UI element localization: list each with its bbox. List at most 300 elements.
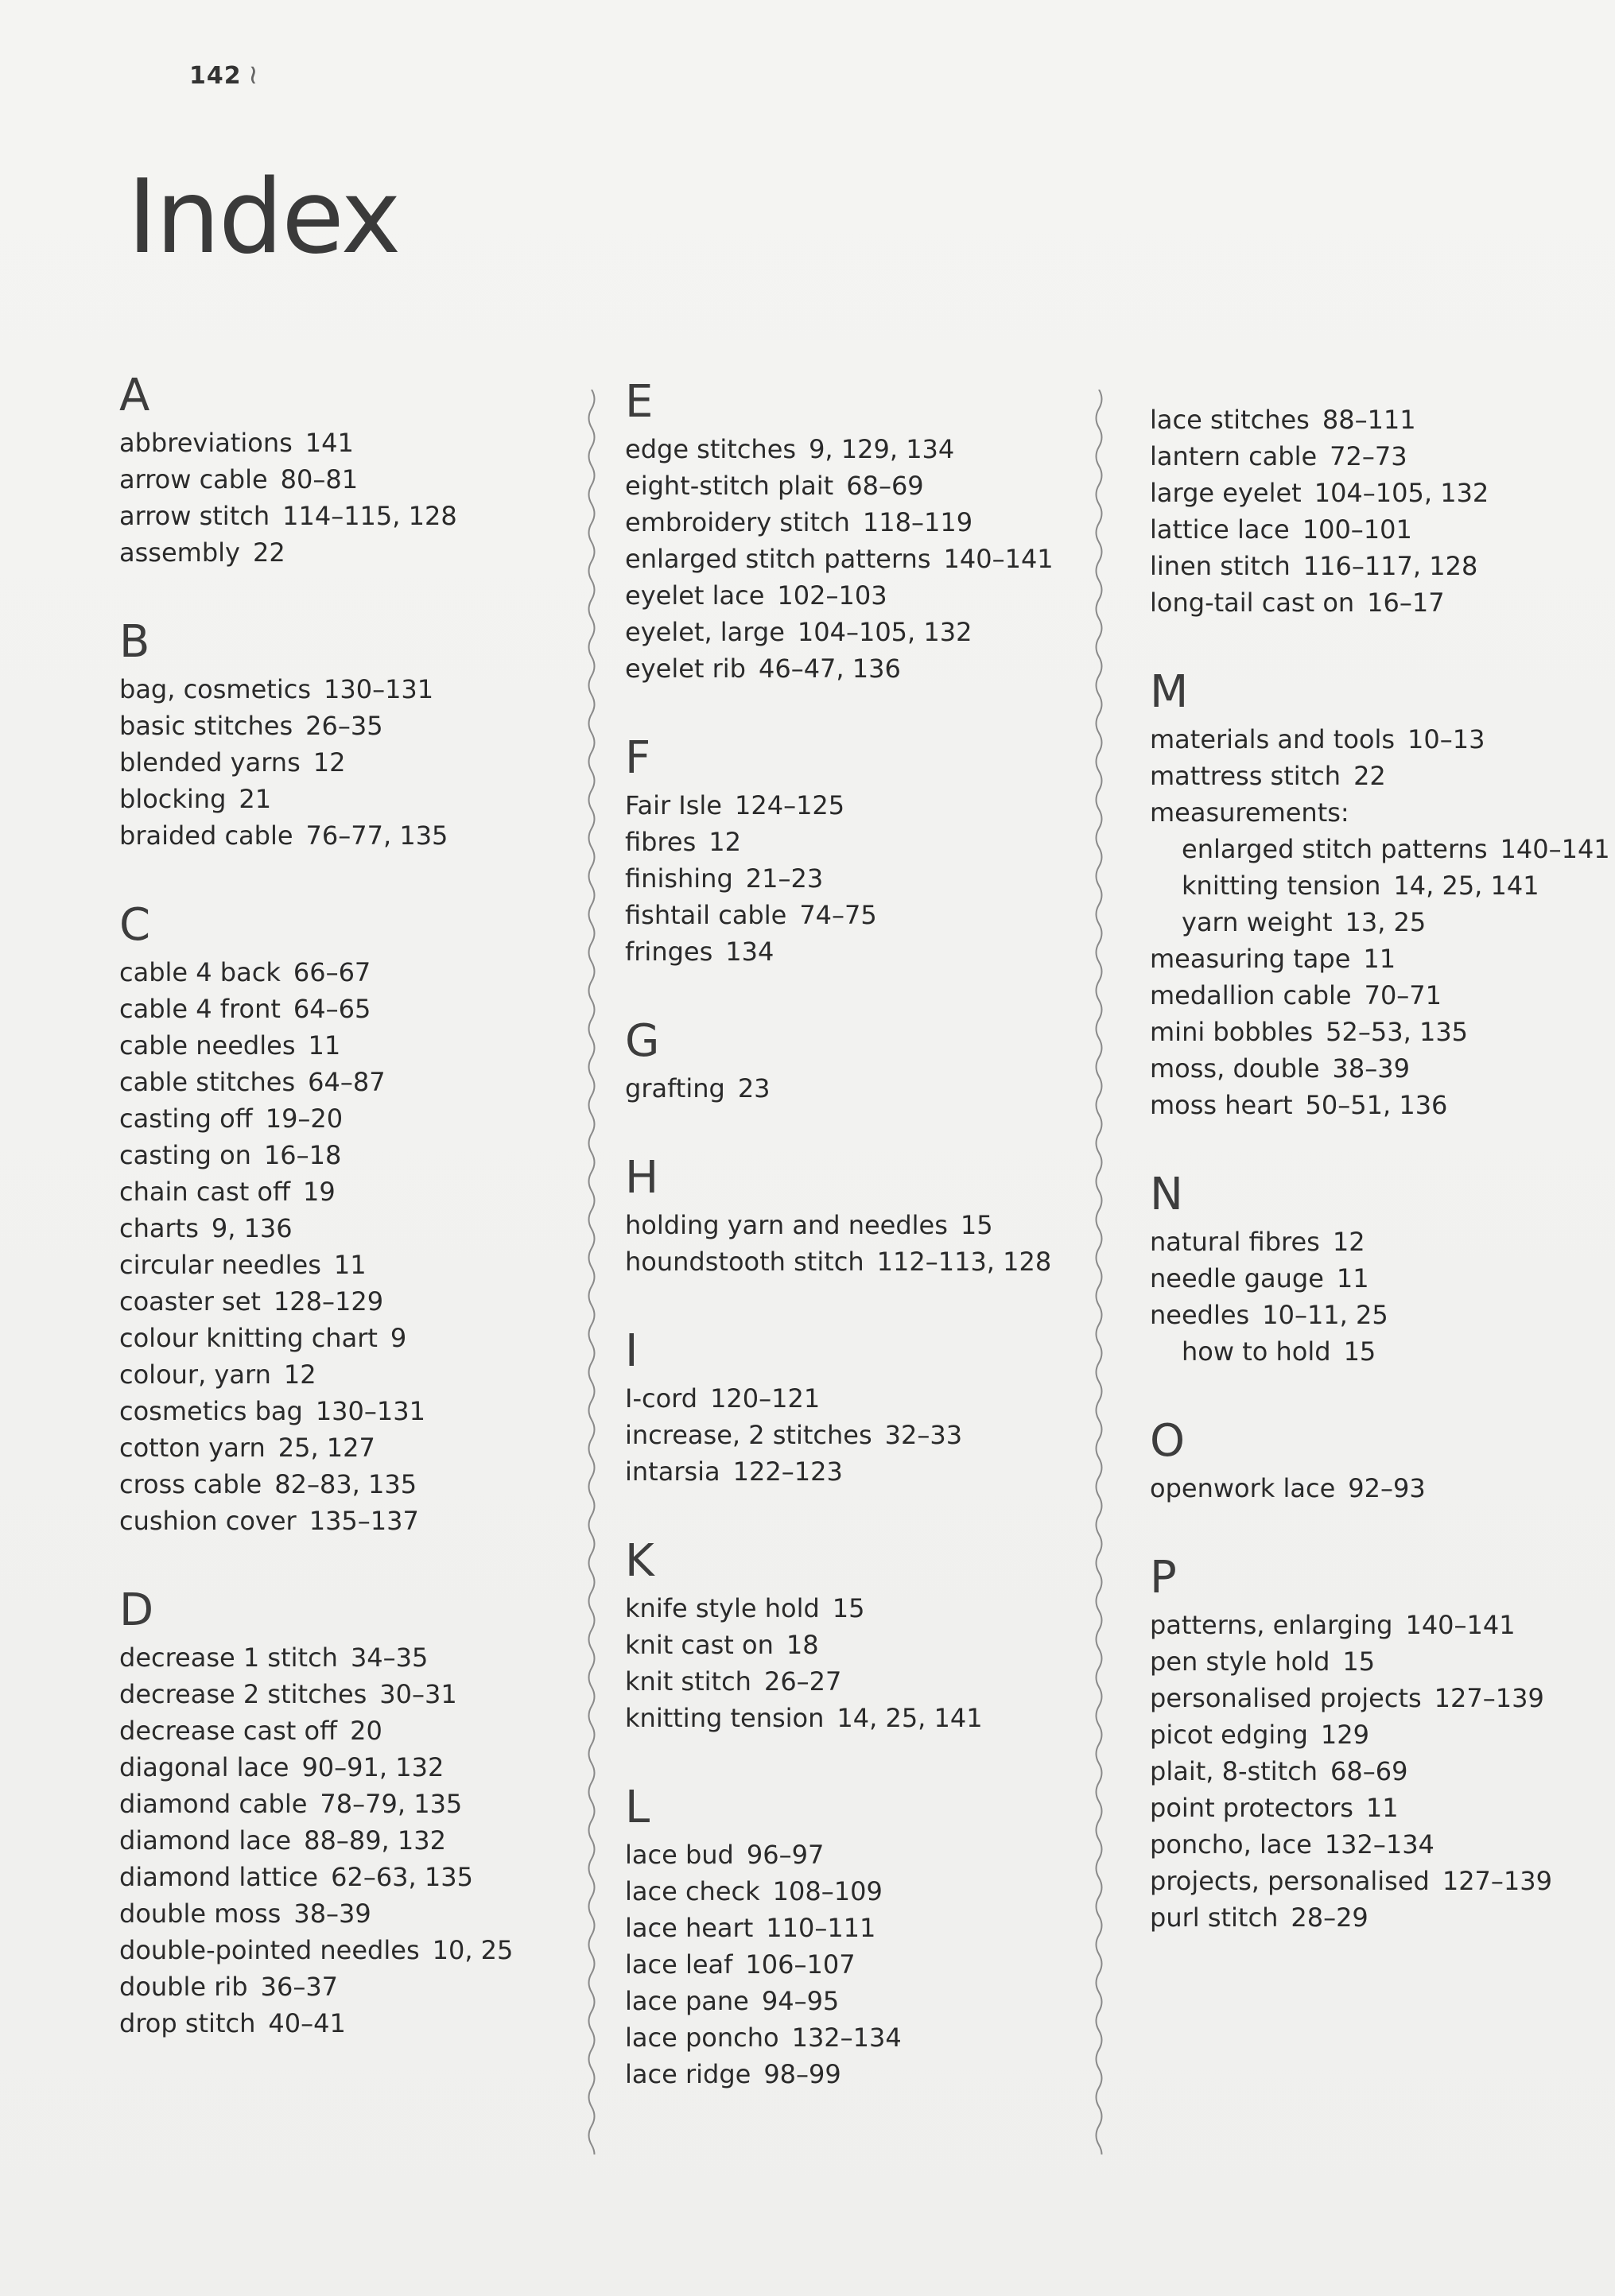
index-term: cosmetics bag — [119, 1396, 303, 1426]
index-term: linen stitch — [1150, 551, 1291, 581]
index-term: decrease cast off — [119, 1716, 338, 1746]
index-term: blended yarns — [119, 747, 301, 778]
index-term: lace poncho — [625, 2023, 779, 2053]
index-term: knife style hold — [625, 1593, 820, 1623]
index-letter-heading: N — [1150, 1169, 1183, 1220]
index-term: fringes — [625, 937, 713, 967]
index-term: picot edging — [1150, 1720, 1308, 1750]
page-title: Index — [127, 158, 400, 277]
index-page-numbers: 30–31 — [379, 1679, 457, 1709]
index-entry — [119, 1895, 565, 1932]
index-term: lantern cable — [1150, 441, 1318, 471]
index-page-numbers: 36–37 — [260, 1972, 339, 2002]
index-page-numbers: 12 — [313, 747, 346, 778]
index-page-numbers: 9, 136 — [211, 1213, 293, 1243]
index-page-numbers: 118–119 — [862, 507, 973, 537]
index-term: eight-stitch plait — [625, 471, 834, 501]
index-entry — [119, 1712, 565, 1749]
index-term: natural fibres — [1150, 1227, 1320, 1257]
index-term: mattress stitch — [1150, 761, 1341, 791]
index-page-numbers: 11 — [1336, 1263, 1369, 1293]
index-term: cross cable — [119, 1469, 262, 1499]
index-page-numbers: 100–101 — [1302, 514, 1412, 545]
index-entry — [625, 897, 1086, 933]
index-letter-group — [119, 616, 565, 854]
index-entry — [625, 2019, 1086, 2056]
index-entry — [1150, 475, 1611, 511]
index-entry — [625, 1627, 1086, 1663]
index-term: holding yarn and needles — [625, 1210, 948, 1240]
index-entry — [119, 671, 565, 708]
index-term: lattice lace — [1150, 514, 1290, 545]
index-entry — [625, 1663, 1086, 1700]
index-page-numbers: 12 — [709, 827, 741, 857]
index-page-numbers: 10–13 — [1407, 724, 1485, 754]
index-entry — [119, 461, 565, 498]
index-term: bag, cosmetics — [119, 674, 311, 704]
index-subentry — [1150, 1333, 1611, 1370]
index-page-numbers: 140–141 — [943, 544, 1054, 574]
index-entry — [625, 1873, 1086, 1910]
index-term: measurements: — [1150, 797, 1349, 828]
index-entry — [119, 1676, 565, 1712]
index-letter-heading: G — [625, 1015, 660, 1067]
index-entry — [119, 1859, 565, 1895]
index-letter-group — [1150, 1552, 1611, 1936]
index-page-numbers: 114–115, 128 — [282, 501, 457, 531]
index-entry — [1150, 1753, 1611, 1790]
index-term: pen style hold — [1150, 1646, 1330, 1677]
index-term: assembly — [119, 537, 240, 568]
index-term: measuring tape — [1150, 944, 1351, 974]
index-entry — [119, 1822, 565, 1859]
index-term: increase, 2 stitches — [625, 1420, 872, 1450]
index-term: yarn weight — [1182, 907, 1333, 937]
index-entry — [119, 954, 565, 991]
index-term: enlarged stitch patterns — [625, 544, 931, 574]
index-entry — [119, 1932, 565, 1968]
index-term: eyelet rib — [625, 654, 746, 684]
index-entry — [625, 1417, 1086, 1453]
index-entry — [119, 1173, 565, 1210]
index-term: cable 4 front — [119, 994, 281, 1024]
index-term: lace leaf — [625, 1949, 733, 1980]
index-page-numbers: 9 — [390, 1323, 407, 1353]
index-letter-heading: D — [119, 1584, 154, 1636]
index-entry — [119, 1320, 565, 1356]
index-page-numbers: 64–87 — [308, 1067, 386, 1097]
index-term: cotton yarn — [119, 1433, 266, 1463]
index-term: edge stitches — [625, 434, 797, 464]
index-page-numbers: 88–89, 132 — [304, 1825, 446, 1856]
index-subentry — [1150, 831, 1611, 867]
index-term: basic stitches — [119, 711, 293, 741]
index-page-numbers: 46–47, 136 — [758, 654, 901, 684]
index-letter-heading: H — [625, 1152, 659, 1204]
index-page-numbers: 23 — [737, 1073, 771, 1103]
index-term: cable needles — [119, 1030, 296, 1061]
index-entry — [1150, 941, 1611, 977]
index-letter-heading: A — [119, 370, 150, 421]
index-page-numbers: 108–109 — [772, 1876, 883, 1906]
index-page-numbers: 134 — [725, 937, 775, 967]
index-entry — [625, 1243, 1086, 1280]
index-term: diamond cable — [119, 1789, 308, 1819]
index-term: cable stitches — [119, 1067, 296, 1097]
index-page-numbers: 68–69 — [846, 471, 924, 501]
page-number: 142 — [189, 62, 242, 90]
index-entry — [625, 860, 1086, 897]
index-term: eyelet, large — [625, 617, 785, 647]
index-term: decrease 2 stitches — [119, 1679, 367, 1709]
index-term: chain cast off — [119, 1177, 291, 1207]
index-entry — [625, 541, 1086, 577]
index-entry — [1150, 548, 1611, 584]
index-letter-heading: E — [625, 376, 654, 428]
index-letter-heading: I — [625, 1325, 639, 1377]
index-page-numbers: 140–141 — [1405, 1610, 1516, 1640]
index-term: how to hold — [1182, 1336, 1331, 1367]
index-letter-group — [625, 376, 1086, 687]
index-entry — [1150, 1863, 1611, 1899]
index-term: arrow stitch — [119, 501, 270, 531]
index-page-numbers: 52–53, 135 — [1326, 1017, 1469, 1047]
index-term: arrow cable — [119, 464, 268, 494]
index-page-numbers: 26–27 — [763, 1666, 842, 1697]
index-term: finishing — [625, 863, 733, 894]
index-subentry — [1150, 867, 1611, 904]
index-page-numbers: 104–105, 132 — [1314, 478, 1489, 508]
index-page-numbers: 66–67 — [293, 957, 371, 987]
index-entry — [1150, 1607, 1611, 1643]
index-page-numbers: 88–111 — [1322, 405, 1416, 435]
index-page-numbers: 15 — [960, 1210, 993, 1240]
index-term: fibres — [625, 827, 697, 857]
index-letter-heading: C — [119, 899, 151, 951]
index-entry — [625, 1700, 1086, 1736]
index-term: lace ridge — [625, 2059, 751, 2089]
index-page-numbers: 127–139 — [1434, 1683, 1544, 1713]
index-entry — [1150, 1297, 1611, 1333]
index-term: coaster set — [119, 1286, 261, 1317]
index-page-numbers: 129 — [1320, 1720, 1369, 1750]
index-term: mini bobbles — [1150, 1017, 1314, 1047]
index-letter-group — [625, 1782, 1086, 2092]
index-entry — [625, 1380, 1086, 1417]
index-term: knitting tension — [1182, 871, 1381, 901]
index-entry — [625, 787, 1086, 824]
index-page-numbers: 14, 25, 141 — [837, 1703, 983, 1733]
index-page-numbers: 38–39 — [293, 1898, 371, 1929]
index-page-numbers: 28–29 — [1291, 1902, 1368, 1933]
index-letter-group — [625, 1325, 1086, 1490]
index-entry — [1150, 794, 1611, 831]
index-letter-heading: B — [119, 616, 150, 668]
index-page-numbers: 130–131 — [323, 674, 434, 704]
index-term: casting on — [119, 1140, 251, 1170]
index-page-numbers: 26–35 — [305, 711, 383, 741]
index-entry — [625, 614, 1086, 650]
index-entry — [119, 1503, 565, 1539]
index-entry — [119, 1210, 565, 1247]
index-term: poncho, lace — [1150, 1829, 1312, 1860]
index-page-numbers: 15 — [1343, 1336, 1376, 1367]
index-entry — [625, 577, 1086, 614]
column-divider-wavy — [1091, 390, 1107, 2154]
index-page-numbers: 98–99 — [763, 2059, 841, 2089]
index-term: diamond lace — [119, 1825, 292, 1856]
index-page-numbers: 50–51, 136 — [1305, 1090, 1448, 1120]
index-term: braided cable — [119, 820, 293, 851]
index-page-numbers: 135–137 — [309, 1506, 419, 1536]
index-page-numbers: 14, 25, 141 — [1393, 871, 1539, 901]
index-page-numbers: 11 — [1363, 944, 1396, 974]
index-page-numbers: 120–121 — [710, 1383, 821, 1414]
index-letter-group — [119, 370, 565, 571]
index-letter-group — [1150, 1415, 1611, 1507]
index-page-numbers: 102–103 — [777, 580, 887, 611]
index-subentry — [1150, 904, 1611, 941]
index-page-numbers: 12 — [283, 1359, 316, 1390]
index-page-numbers: 116–117, 128 — [1302, 551, 1478, 581]
index-page-numbers: 90–91, 132 — [301, 1752, 445, 1782]
index-term: colour, yarn — [119, 1359, 271, 1390]
index-entry — [1150, 1716, 1611, 1753]
index-entry — [119, 498, 565, 534]
index-entry — [119, 1393, 565, 1429]
index-term: double-pointed needles — [119, 1935, 420, 1965]
index-page-numbers: 127–139 — [1442, 1866, 1552, 1896]
index-entry — [1150, 1643, 1611, 1680]
index-term: cable 4 back — [119, 957, 281, 987]
index-page-numbers: 122–123 — [732, 1456, 843, 1487]
index-page-numbers: 11 — [308, 1030, 341, 1061]
index-term: long-tail cast on — [1150, 588, 1355, 618]
index-term: fishtail cable — [625, 900, 787, 930]
index-entry — [625, 1453, 1086, 1490]
index-page-numbers: 141 — [305, 428, 354, 458]
index-term: Fair Isle — [625, 790, 722, 820]
index-page-numbers: 19–20 — [265, 1103, 344, 1134]
index-term: double moss — [119, 1898, 281, 1929]
index-letter-heading: L — [625, 1782, 650, 1833]
index-term: lace pane — [625, 1986, 749, 2016]
index-page-numbers: 94–95 — [761, 1986, 840, 2016]
index-entry — [625, 1946, 1086, 1983]
index-entry — [625, 1910, 1086, 1946]
index-letter-group — [1150, 1169, 1611, 1370]
index-entry — [119, 1968, 565, 2005]
index-term: patterns, enlarging — [1150, 1610, 1393, 1640]
index-page-numbers: 92–93 — [1348, 1473, 1426, 1503]
index-entry — [119, 1064, 565, 1100]
index-page-numbers: 68–69 — [1330, 1756, 1408, 1786]
index-entry — [1150, 584, 1611, 621]
index-term: moss, double — [1150, 1053, 1320, 1084]
index-letter-group — [1150, 401, 1611, 621]
index-term: eyelet lace — [625, 580, 765, 611]
index-entry — [1150, 401, 1611, 438]
index-page-numbers: 112–113, 128 — [876, 1247, 1052, 1277]
index-letter-group — [119, 1584, 565, 2042]
index-page-numbers: 110–111 — [766, 1913, 876, 1943]
index-entry — [119, 534, 565, 571]
index-page-numbers: 13, 25 — [1345, 907, 1427, 937]
index-letter-group — [1150, 666, 1611, 1123]
index-entry — [1150, 511, 1611, 548]
index-term: casting off — [119, 1103, 253, 1134]
index-page-numbers: 62–63, 135 — [331, 1862, 473, 1892]
index-term: knitting tension — [625, 1703, 825, 1733]
index-term: knit cast on — [625, 1630, 774, 1660]
index-entry — [625, 933, 1086, 970]
index-letter-heading: M — [1150, 666, 1189, 718]
index-page-numbers: 104–105, 132 — [797, 617, 972, 647]
index-page-numbers: 22 — [252, 537, 285, 568]
index-entry — [1150, 1224, 1611, 1260]
index-term: abbreviations — [119, 428, 293, 458]
index-term: openwork lace — [1150, 1473, 1336, 1503]
index-page-numbers: 124–125 — [734, 790, 845, 820]
index-letter-group — [625, 1015, 1086, 1107]
index-page-numbers: 21–23 — [745, 863, 824, 894]
index-page-numbers: 20 — [350, 1716, 382, 1746]
index-page-numbers: 132–134 — [791, 2023, 902, 2053]
index-term: grafting — [625, 1073, 725, 1103]
index-column-2 — [625, 376, 1086, 2142]
index-page-numbers: 130–131 — [315, 1396, 425, 1426]
index-entry — [119, 708, 565, 744]
index-entry — [625, 431, 1086, 467]
index-entry — [1150, 1826, 1611, 1863]
index-entry — [119, 817, 565, 854]
index-entry — [119, 1786, 565, 1822]
index-term: embroidery stitch — [625, 507, 850, 537]
index-entry — [625, 467, 1086, 504]
index-page-numbers: 82–83, 135 — [274, 1469, 417, 1499]
index-entry — [1150, 1260, 1611, 1297]
index-entry — [119, 1100, 565, 1137]
index-page-numbers: 96–97 — [746, 1840, 825, 1870]
index-page-numbers: 64–65 — [293, 994, 371, 1024]
index-letter-group — [625, 732, 1086, 970]
index-page-numbers: 32–33 — [884, 1420, 963, 1450]
index-entry — [1150, 1470, 1611, 1507]
index-page-numbers: 70–71 — [1364, 980, 1442, 1010]
index-term: diamond lattice — [119, 1862, 319, 1892]
index-term: decrease 1 stitch — [119, 1642, 338, 1673]
index-page-numbers: 78–79, 135 — [320, 1789, 463, 1819]
index-term: enlarged stitch patterns — [1182, 834, 1488, 864]
index-page-numbers: 16–17 — [1367, 588, 1445, 618]
index-term: lace stitches — [1150, 405, 1310, 435]
index-letter-heading: K — [625, 1535, 654, 1587]
index-term: double rib — [119, 1972, 248, 2002]
index-entry — [119, 1137, 565, 1173]
index-column-3 — [1150, 401, 1611, 1985]
index-page-numbers: 11 — [333, 1250, 367, 1280]
index-entry — [119, 1466, 565, 1503]
index-entry — [625, 1836, 1086, 1873]
index-term: diagonal lace — [119, 1752, 289, 1782]
index-page-numbers: 80–81 — [280, 464, 359, 494]
index-page-numbers: 128–129 — [273, 1286, 384, 1317]
index-entry — [119, 2005, 565, 2042]
index-entry — [625, 1590, 1086, 1627]
index-entry — [119, 781, 565, 817]
index-entry — [625, 504, 1086, 541]
index-page-numbers: 76–77, 135 — [305, 820, 448, 851]
index-entry — [625, 650, 1086, 687]
index-term: plait, 8-stitch — [1150, 1756, 1318, 1786]
index-term: cushion cover — [119, 1506, 297, 1536]
index-entry — [1150, 438, 1611, 475]
index-page-numbers: 15 — [832, 1593, 865, 1623]
index-entry — [1150, 721, 1611, 758]
index-entry — [119, 991, 565, 1027]
index-entry — [1150, 977, 1611, 1014]
index-term: lace bud — [625, 1840, 734, 1870]
index-term: charts — [119, 1213, 199, 1243]
index-entry — [625, 2056, 1086, 2092]
index-term: knit stitch — [625, 1666, 751, 1697]
index-letter-heading: F — [625, 732, 651, 784]
index-page-numbers: 22 — [1353, 761, 1386, 791]
index-entry — [1150, 1050, 1611, 1087]
index-entry — [119, 1639, 565, 1676]
index-entry — [1150, 758, 1611, 794]
index-term: personalised projects — [1150, 1683, 1422, 1713]
index-entry — [1150, 1087, 1611, 1123]
index-entry — [1150, 1680, 1611, 1716]
index-term: projects, personalised — [1150, 1866, 1430, 1896]
index-page-numbers: 18 — [786, 1630, 819, 1660]
index-page-numbers: 9, 129, 134 — [809, 434, 955, 464]
index-term: needle gauge — [1150, 1263, 1324, 1293]
index-entry — [119, 1247, 565, 1283]
index-term: moss heart — [1150, 1090, 1293, 1120]
index-page-numbers: 10–11, 25 — [1262, 1300, 1388, 1330]
index-term: circular needles — [119, 1250, 321, 1280]
index-entry — [119, 1356, 565, 1393]
index-entry — [1150, 1899, 1611, 1936]
index-term: medallion cable — [1150, 980, 1352, 1010]
index-page-numbers: 11 — [1365, 1793, 1399, 1823]
index-letter-group — [625, 1152, 1086, 1280]
index-entry — [625, 1207, 1086, 1243]
index-entry — [119, 744, 565, 781]
column-divider-wavy — [584, 390, 600, 2154]
index-entry — [119, 425, 565, 461]
index-page-numbers: 16–18 — [263, 1140, 342, 1170]
index-letter-group — [119, 899, 565, 1539]
index-entry — [119, 1429, 565, 1466]
index-term: houndstooth stitch — [625, 1247, 864, 1277]
index-page-numbers: 21 — [239, 784, 272, 814]
index-entry — [1150, 1790, 1611, 1826]
index-term: I-cord — [625, 1383, 698, 1414]
index-entry — [625, 1983, 1086, 2019]
index-page-numbers: 40–41 — [268, 2008, 346, 2038]
index-page-numbers: 140–141 — [1500, 834, 1610, 864]
index-page-numbers: 34–35 — [350, 1642, 429, 1673]
index-term: point protectors — [1150, 1793, 1353, 1823]
index-letter-group — [625, 1535, 1086, 1736]
index-letter-heading: P — [1150, 1552, 1177, 1604]
index-term: drop stitch — [119, 2008, 256, 2038]
index-page-numbers: 10, 25 — [432, 1935, 514, 1965]
index-page-numbers: 25, 127 — [278, 1433, 375, 1463]
